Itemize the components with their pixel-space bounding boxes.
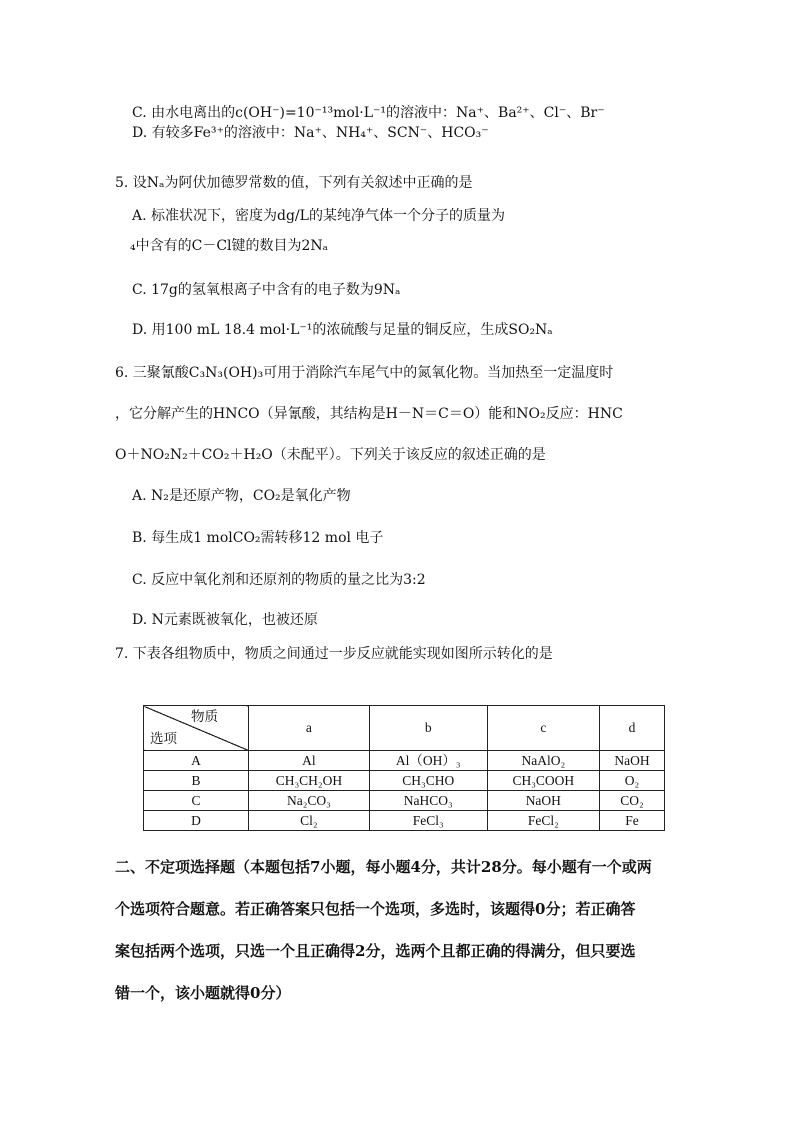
- table-cell: NaAlO₂: [487, 751, 599, 771]
- corner-label-substance: 物质: [191, 709, 218, 724]
- corner-label-option: 选项: [150, 731, 177, 746]
- q5-option-c: C. 17g的氢氧根离子中含有的电子数为9Nₐ: [132, 282, 401, 298]
- table-row: [144, 751, 665, 771]
- row-option: B: [144, 771, 249, 791]
- table-cell: Cl₂: [249, 811, 370, 831]
- table-cell: O₂: [600, 771, 665, 791]
- section2-heading-line1: 二、不定项选择题（本题包括7小题，每小题4分，共计28分。每小题有一个或两: [115, 858, 652, 876]
- header-d: d: [600, 706, 665, 751]
- q7-stem: 7. 下表各组物质中，物质之间通过一步反应就能实现如图所示转化的是: [115, 646, 553, 662]
- q6-stem-line3: O＋NO₂N₂＋CO₂＋H₂O（未配平）。下列关于该反应的叙述正确的是: [115, 447, 546, 463]
- table-cell: Al: [249, 751, 370, 771]
- section2-heading-line3: 案包括两个选项，只选一个且正确得2分，选两个且都正确的得满分，但只要选: [115, 942, 636, 960]
- q4-option-d: D. 有较多Fe³⁺的溶液中：Na⁺、NH₄⁺、SCN⁻、HCO₃⁻: [132, 125, 489, 141]
- table-cell: Al（OH）₃: [369, 751, 487, 771]
- header-b: b: [369, 706, 487, 751]
- table-cell: CH₃CHO: [369, 771, 487, 791]
- q5-stem: 5. 设Nₐ为阿伏加德罗常数的值，下列有关叙述中正确的是: [115, 175, 473, 191]
- table-cell: Fe: [600, 811, 665, 831]
- row-option: C: [144, 791, 249, 811]
- table-cell: NaOH: [600, 751, 665, 771]
- header-c: c: [487, 706, 599, 751]
- q5-option-d: D. 用100 mL 18.4 mol·L⁻¹的浓硫酸与足量的铜反应，生成SO₂Nₐ: [132, 322, 553, 338]
- row-option: A: [144, 751, 249, 771]
- table-cell: CH₃CH₂OH: [249, 771, 370, 791]
- table-cell: CH₃COOH: [487, 771, 599, 791]
- table-row: [144, 771, 665, 791]
- q6-option-b: B. 每生成1 molCO₂需转移12 mol 电子: [132, 530, 384, 546]
- q4-option-c: C. 由水电离出的c(OH⁻)=10⁻¹³mol·L⁻¹的溶液中：Na⁺、Ba²⁺、Cl⁻、Br⁻: [132, 105, 605, 121]
- q5-option-a: A. 标准状况下，密度为dg/L的某纯净气体一个分子的质量为: [132, 208, 505, 224]
- q6-option-d: D. N元素既被氧化，也被还原: [132, 612, 318, 628]
- header-a: a: [249, 706, 370, 751]
- table-row: [144, 811, 665, 831]
- table-corner-cell: [144, 706, 249, 751]
- q6-stem-line2: ，它分解产生的HNCO（异氰酸，其结构是H－N＝C＝O）能和NO₂反应：HNC: [115, 406, 623, 422]
- table-cell: Na₂CO₃: [249, 791, 370, 811]
- table-row: [144, 791, 665, 811]
- q6-option-a: A. N₂是还原产物，CO₂是氧化产物: [132, 488, 351, 504]
- table-cell: NaOH: [487, 791, 599, 811]
- table-cell: FeCl₃: [369, 811, 487, 831]
- section2-heading-line2: 个选项符合题意。若正确答案只包括一个选项，多选时，该题得0分；若正确答: [115, 900, 636, 918]
- table-cell: FeCl₂: [487, 811, 599, 831]
- q5-option-b-fragment: ₄中含有的C－Cl键的数目为2Nₐ: [130, 238, 329, 254]
- section2-heading-line4: 错一个，该小题就得0分）: [115, 984, 291, 1002]
- table-cell: CO₂: [600, 791, 665, 811]
- q6-option-c: C. 反应中氧化剂和还原剂的物质的量之比为3:2: [132, 572, 426, 588]
- q7-table: [143, 705, 665, 831]
- table-header-row: [144, 706, 665, 751]
- table-cell: NaHCO₃: [369, 791, 487, 811]
- row-option: D: [144, 811, 249, 831]
- q6-stem-line1: 6. 三聚氰酸C₃N₃(OH)₃可用于消除汽车尾气中的氮氧化物。当加热至一定温度时: [115, 365, 614, 381]
